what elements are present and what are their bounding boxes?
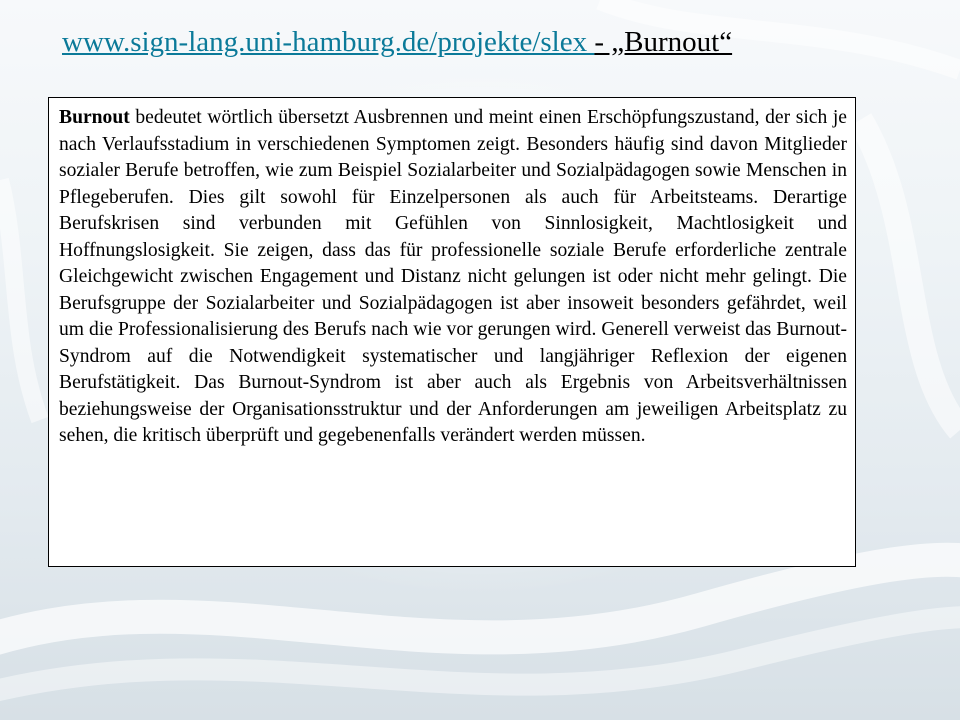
definition-body: bedeutet wörtlich übersetzt Ausbrennen und meint einen Erschöpfungszustand, der sich je nach Verlaufsstadium in verschiedenen Symptomen zeigt. Besonders häufig sind davon Mitglieder sozialer Berufe betroffen, wie zum Beispiel Sozialarbeiter und Sozialpädagogen sowie Menschen in Pflegeberufen. Dies gilt sowohl für Einzelpersonen als auch für Arbeitsteams. Derartige Berufskrisen sind verbunden mit Gefühlen von Sinnlosigkeit, Machtlosigkeit und Hoffnungslosigkeit. Sie zeigen, dass das für professionelle soziale Berufe erforderliche zentrale Gleichgewicht zwischen Engagement und Distanz nicht gelungen ist oder nicht mehr gelingt. Die Berufsgruppe der Sozialarbeiter und Sozialpädagogen ist aber insoweit besonders gefährdet, weil um die Professionalisierung des Berufs nach wie vor gerungen wird. Generell verweist das Burnout-Syndrom auf die Notwendigkeit systematischer und langjähriger Reflexion der eigenen Berufstätigkeit. Das Burnout-Syndrom ist aber auch als Ergebnis von Arbeitsverhältnissen beziehungsweise der Organisationsstruktur und der Anforderungen am jeweiligen Arbeitsplatz zu sehen, die kritisch überprüft und gegebenenfalls verändert werden müssen. [59, 107, 847, 446]
definition-text-box [48, 97, 856, 567]
definition-paragraph [59, 105, 847, 450]
source-link[interactable]: www.sign-lang.uni-hamburg.de/projekte/slex [62, 26, 595, 58]
definition-term: Burnout [59, 107, 130, 128]
slide-title [62, 22, 732, 62]
title-suffix: - „Burnout“ [594, 26, 733, 58]
